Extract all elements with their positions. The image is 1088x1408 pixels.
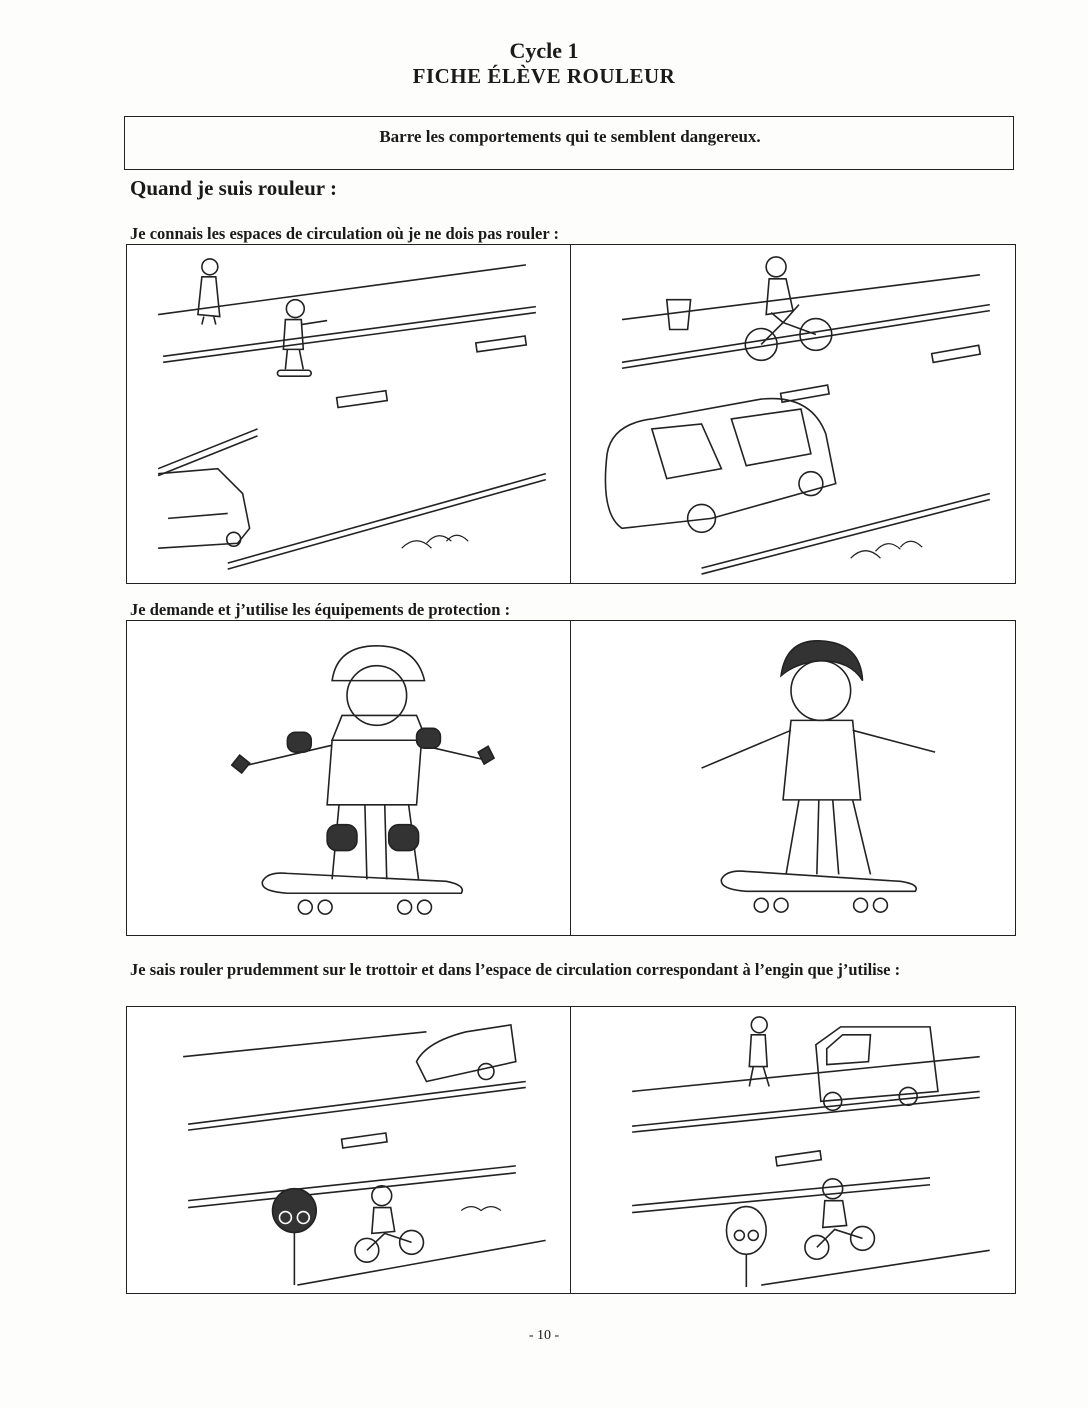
section-2-illustrations — [126, 620, 1016, 936]
section-3-heading: Je sais rouler prudemment sur le trottoir et dans l’espace de circulation correspondant à l’engin que j’utilise : — [130, 960, 901, 979]
section-2-heading: Je demande et j’utilise les équipements de protection : — [130, 600, 511, 619]
illustration-cyclist-near-van — [571, 1007, 1015, 1293]
section-1-heading: Je connais les espaces de circulation où je ne dois pas rouler : — [130, 224, 559, 243]
illustration-cyclist-and-car — [571, 245, 1015, 583]
instruction-text: Barre les comportements qui te semblent dangereux. — [379, 127, 761, 146]
instruction-box — [124, 116, 1014, 170]
section-1-illustrations — [126, 244, 1016, 584]
section-3-illustrations — [126, 1006, 1016, 1294]
illustration-skater-without-protection — [571, 621, 1015, 935]
illustration-skater-with-protection — [127, 621, 570, 935]
cycle-label: Cycle 1 — [509, 38, 579, 63]
page-title: FICHE ÉLÈVE ROULEUR — [412, 64, 676, 88]
page-number: - 10 - — [528, 1328, 560, 1343]
intro-heading: Quand je suis rouleur : — [130, 176, 337, 200]
illustration-cyclist-on-bike-path — [127, 1007, 570, 1293]
illustration-skater-on-road — [127, 245, 570, 583]
